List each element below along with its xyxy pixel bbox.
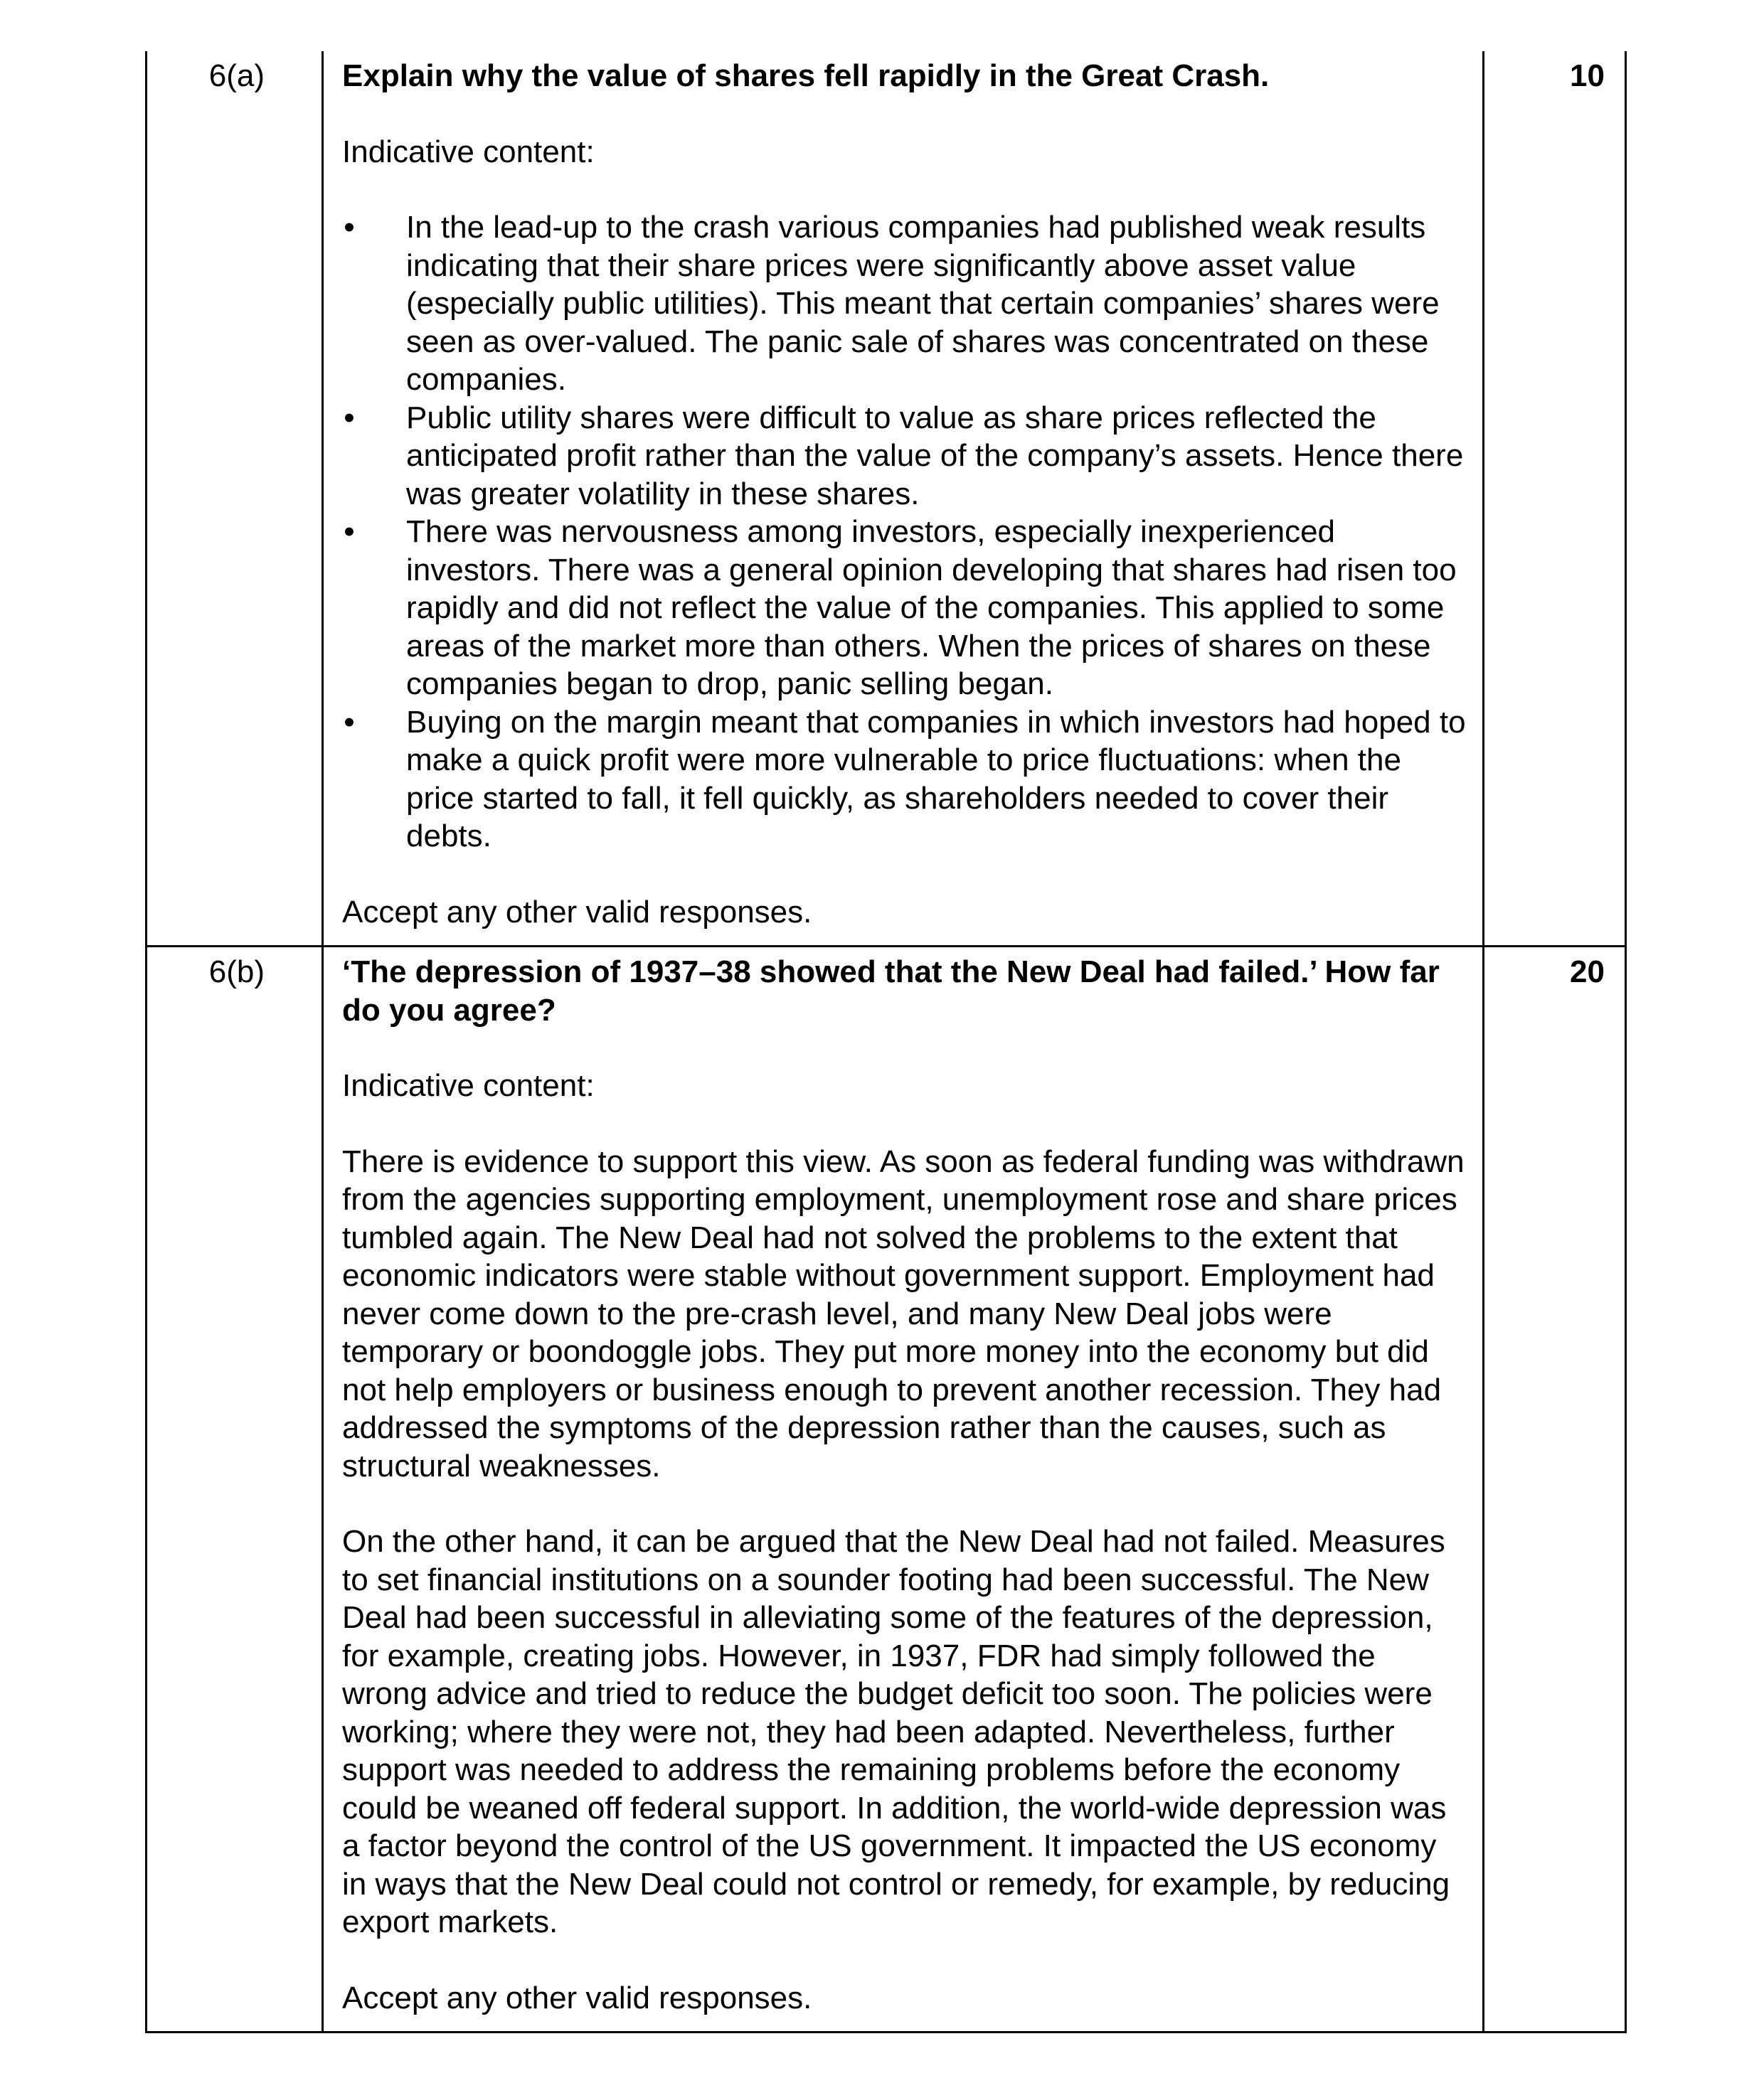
indicative-content-label: Indicative content:	[342, 134, 595, 169]
marks-value: 20	[1484, 947, 1626, 2033]
paragraph: There is evidence to support this view. As soon as federal funding was withdrawn from the agencies supporting employment, unemployment rose and share prices tumbled again. The New Deal had not solved the problems to the extent that economic indicators were stable without government support. Employment had never come down to the pre-crash level, and many New Deal jobs were temporary or boondoggle jobs. They put more money into the economy but did not help employers or business enough to prevent another recession. They had addressed the symptoms of the depression rather than the causes, such as structural weaknesses.	[342, 1144, 1465, 1483]
question-number: 6(b)	[147, 947, 323, 2033]
answer-cell	[323, 947, 1484, 2033]
mark-scheme-table	[145, 51, 1627, 2033]
paragraph: On the other hand, it can be argued that the New Deal had not failed. Measures to set financial institutions on a sounder footing had been successful. The New Deal had been successful in alleviating some of the features of the depression, for example, creating jobs. However, in 1937, FDR had simply followed the wrong advice and tried to reduce the budget deficit too soon. The policies were working; where they were not, they had been adapted. Nevertheless, further support was needed to address the remaining problems before the economy could be weaned off federal support. In addition, the world-wide depression was a factor beyond the control of the US government. It impacted the US economy in ways that the New Deal could not control or remedy, for example, by reducing export markets.	[342, 1524, 1450, 1939]
question-text: ‘The depression of 1937–38 showed that the New Deal had failed.’ How far do you agree?	[342, 954, 1440, 1028]
list-item: • Public utility shares were difficult to value as share prices reflected the anticipated profit rather than the value of the company’s assets. Hence there was greater volatility in these shares.	[342, 399, 1467, 513]
answer-cell	[323, 51, 1484, 947]
bullet-icon: •	[344, 210, 355, 245]
table-row	[147, 947, 1626, 2033]
bullet-icon: •	[344, 514, 355, 549]
marks-value: 10	[1484, 51, 1626, 947]
list-item: • In the lead-up to the crash various companies had published weak results indicating that their share prices were significantly above asset value (especially public utilities). This meant that certain companies’ shares were seen as over-valued. The panic sale of shares was concentrated on these companies.	[342, 208, 1467, 399]
closing-note: Accept any other valid responses.	[342, 1980, 812, 2015]
list-item: • There was nervousness among investors, especially inexperienced investors. There was a general opinion developing that shares had risen too rapidly and did not reflect the value of the companies. This applied to some areas of the market more than others. When the prices of shares on these companies began to drop, panic selling began.	[342, 513, 1467, 703]
question-number: 6(a)	[147, 51, 323, 947]
bullet-icon: •	[344, 704, 355, 740]
indicative-content-list	[342, 208, 1467, 856]
closing-note: Accept any other valid responses.	[342, 894, 812, 929]
question-text: Explain why the value of shares fell rapidly in the Great Crash.	[342, 58, 1270, 93]
indicative-content-label: Indicative content:	[342, 1068, 595, 1103]
table-row	[147, 51, 1626, 947]
bullet-icon: •	[344, 400, 355, 435]
list-item: • Buying on the margin meant that companies in which investors had hoped to make a quick profit were more vulnerable to price fluctuations: when the price started to fall, it fell quickly, as shareholders needed to cover their debts.	[342, 703, 1467, 856]
